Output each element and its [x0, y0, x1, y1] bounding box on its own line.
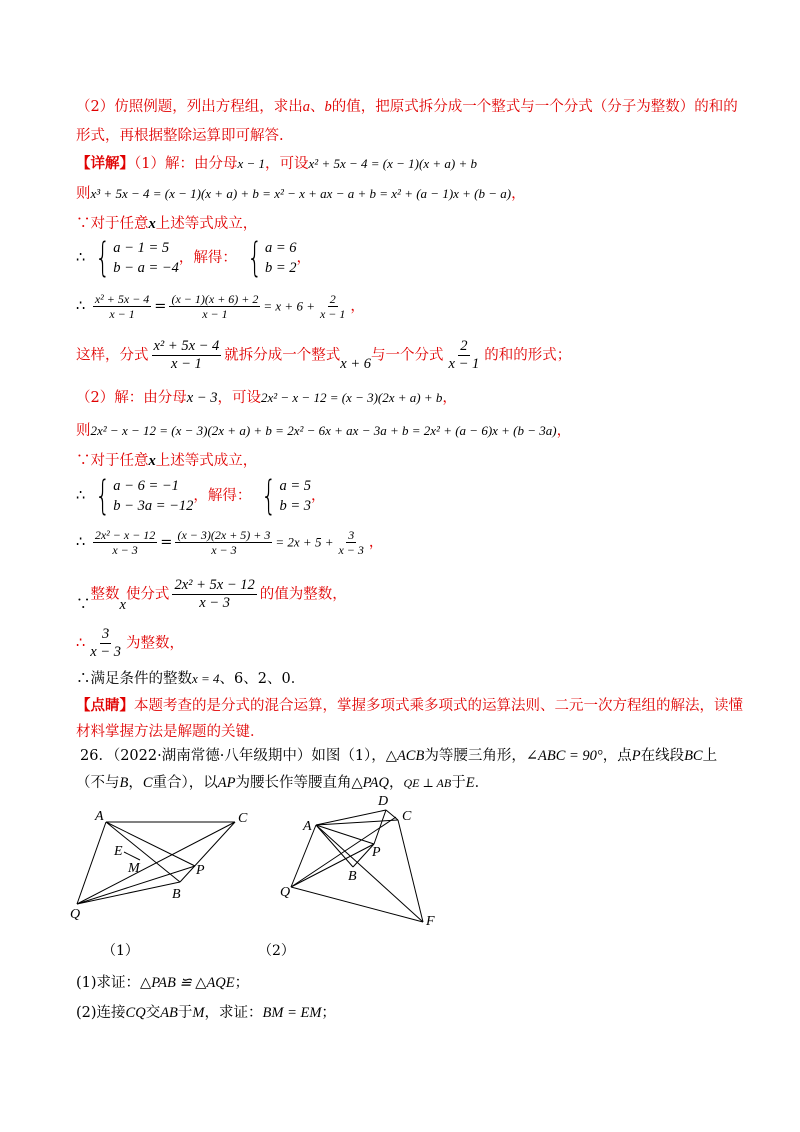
math: △ACB — [385, 748, 425, 764]
math: x² + 5x − 4 = (x − 1)(x + a) + b — [308, 156, 477, 171]
expand-line-1 — [76, 184, 526, 204]
text: （不与 — [76, 775, 120, 791]
eq: a − 6 = −1 — [113, 478, 179, 494]
denominator: x − 3 — [112, 543, 138, 557]
comment-line-2: 材料掌握方法是解题的关键． — [76, 724, 265, 740]
text: ， — [368, 534, 384, 551]
math: ∠ABC = 90° — [525, 748, 603, 764]
text: ； — [321, 1005, 336, 1021]
text: 使分式 — [125, 586, 170, 603]
numerator: x² + 5x − 4 — [94, 292, 150, 306]
math: x = 4 — [192, 671, 220, 686]
text: ∵对于任意 — [76, 453, 149, 469]
fraction — [152, 338, 222, 373]
numerator: 2 — [460, 338, 468, 354]
text: ，点 — [602, 748, 632, 764]
numerator: (x − 1)(x + 6) + 2 — [171, 292, 259, 306]
denominator: x − 1 — [319, 307, 346, 321]
question-26-line-2 — [76, 773, 489, 793]
numerator: 2 — [329, 292, 336, 306]
math: = x + 6 + — [263, 298, 315, 314]
math: M — [192, 1005, 205, 1021]
subquestion-1 — [76, 973, 249, 993]
solution-system: { a = 5 b = 3 — [261, 473, 312, 519]
therefore: ∴ — [76, 534, 86, 551]
therefore: ∴ — [76, 298, 86, 315]
eq: b − 3a = −12 — [113, 498, 194, 514]
text: ， — [556, 423, 572, 439]
equation-system: { a − 1 = 5 b − a = −4 — [94, 235, 179, 281]
var-a: a — [302, 99, 310, 115]
denominator: x − 3 — [199, 595, 230, 611]
text: ， — [442, 390, 457, 406]
figure-2-caption: （2） — [258, 943, 295, 959]
equation-system: { a − 6 = −1 b − 3a = −12 — [94, 473, 194, 519]
math: E — [465, 775, 475, 791]
numerator: 2x² − x − 12 — [94, 528, 156, 542]
therefore: ∴ — [76, 250, 86, 266]
text: ，可设 — [265, 156, 309, 172]
numerator: 2x² + 5x − 12 — [174, 577, 255, 593]
denominator: x − 1 — [109, 307, 135, 321]
text: ． — [474, 775, 490, 791]
label: E — [114, 844, 123, 859]
text: 整数 — [90, 586, 120, 603]
label: A — [95, 809, 104, 824]
fraction — [169, 292, 260, 321]
math: 2x² − x − 12 = (x − 3)(2x + a) + b — [260, 390, 443, 405]
var-b: b — [324, 99, 332, 115]
math: x − 1 — [237, 156, 266, 171]
numerator: 3 — [101, 626, 110, 642]
text: （2）解：由分母 — [76, 390, 187, 406]
expand-line-2 — [76, 421, 571, 441]
label: D — [378, 794, 389, 809]
solution-system: { a = 6 b = 2 — [246, 235, 297, 281]
fraction — [88, 626, 123, 661]
conclusion-line-1 — [76, 338, 571, 373]
math: BM = EM — [262, 1005, 322, 1021]
denominator: x − 3 — [338, 543, 364, 557]
system-line-2 — [76, 473, 326, 519]
fraction-line-1 — [76, 292, 365, 321]
text: ∵对于任意 — [76, 216, 149, 232]
therefore: ∴ — [76, 488, 86, 504]
label: C — [238, 811, 248, 826]
denominator: x − 1 — [202, 307, 228, 321]
text: 为整数， — [125, 635, 184, 652]
math: 2x² − x − 12 = (x − 3)(2x + a) + b = 2x² − 6x + ax − 3a + b = 2x² + (a − 6)x + (b − 3a) — [90, 423, 557, 438]
var-x: x — [148, 216, 156, 232]
system-line-1 — [76, 235, 312, 281]
eq: a = 6 — [264, 240, 297, 256]
label: B — [172, 887, 181, 902]
text: ，解得： — [178, 250, 237, 266]
text: （1）解：由分母 — [134, 156, 238, 172]
denominator: x − 1 — [448, 356, 480, 372]
text: 的和的形式； — [484, 347, 572, 364]
label: P — [372, 845, 381, 860]
eq: b = 3 — [279, 498, 312, 514]
text: 上述等式成立， — [155, 453, 258, 469]
text: ， — [311, 488, 326, 504]
denominator: x − 3 — [211, 543, 237, 557]
solution-part2-line — [76, 388, 457, 408]
text: 本题考查的是分式的混合运算，掌握多项式乘多项式的运算法则、二元一次方程组的解法，读懂 — [134, 698, 743, 714]
eq: a − 1 = 5 — [113, 240, 170, 256]
text: ，可设 — [217, 390, 261, 406]
text: 的值，把原式拆分成一个整式与一个分式（分子为整数）的和的 — [331, 99, 738, 115]
text: 则 — [76, 423, 91, 439]
because: ∵ — [76, 596, 91, 613]
math: △PAQ — [351, 775, 389, 791]
text: 于 — [451, 775, 466, 791]
denominator: x − 3 — [90, 644, 121, 660]
subquestion-2 — [76, 1003, 336, 1023]
label: A — [303, 819, 312, 834]
var-x: x — [148, 453, 156, 469]
denominator: x − 1 — [171, 356, 202, 372]
label: F — [426, 914, 435, 929]
comment-tag: 【点睛】 — [76, 697, 134, 714]
math: = 2x + 5 + — [275, 534, 334, 550]
label: M — [128, 861, 140, 876]
question-26-line-1 — [80, 746, 717, 766]
text: 的值为整数， — [259, 586, 347, 603]
text: ， — [388, 775, 404, 791]
text: 、 — [309, 99, 325, 115]
text: (2)连接 — [76, 1005, 126, 1021]
condition-line-1 — [76, 214, 257, 234]
geometry-figure-2 — [278, 792, 448, 932]
text: 这样，分式 — [76, 347, 149, 364]
math: x + 6 — [340, 355, 372, 372]
fraction — [93, 528, 157, 557]
math: QE ⊥ AB — [403, 776, 452, 790]
text: 26．（2022·湖南常德·八年级期中）如图（1）， — [80, 748, 386, 764]
eq: b = 2 — [264, 260, 297, 276]
text: 、6、2、0． — [219, 671, 306, 687]
label: Q — [280, 885, 291, 900]
var-x: x — [119, 596, 126, 613]
math: BC — [684, 748, 703, 764]
eq: = — [154, 298, 167, 315]
comment-line-1 — [76, 696, 743, 716]
math: x³ + 5x − 4 = (x − 1)(x + a) + b = x² − x + ax − a + b = x² + (a − 1)x + (b − a) — [90, 186, 512, 201]
text: 为腰长作等腰直角 — [235, 775, 352, 791]
text: ∴满足条件的整数 — [76, 671, 192, 687]
label: P — [196, 863, 205, 878]
text: ，求证： — [204, 1005, 263, 1021]
text: 交 — [145, 1005, 161, 1021]
analysis-line-1 — [76, 97, 738, 117]
detail-tag: 【详解】 — [76, 155, 134, 172]
fraction-line-2 — [76, 528, 383, 557]
text: ， — [128, 775, 143, 791]
text: (1)求证： — [76, 975, 141, 991]
fraction — [175, 528, 272, 557]
math: B — [119, 775, 129, 791]
eq: = — [160, 534, 173, 551]
integer-fraction-line — [76, 626, 184, 661]
text: 在线段 — [640, 748, 685, 764]
numerator: 3 — [348, 528, 355, 542]
answer-line — [76, 669, 305, 689]
condition-line-2 — [76, 451, 257, 471]
eq: a = 5 — [279, 478, 312, 494]
math: AB — [160, 1005, 178, 1021]
numerator: x² + 5x − 4 — [153, 338, 220, 354]
eq: b − a = −4 — [113, 260, 179, 276]
math: CQ — [125, 1005, 146, 1021]
math: △PAB ≌ △AQE — [140, 975, 235, 991]
text: 为等腰三角形， — [424, 748, 526, 764]
fraction — [447, 338, 482, 373]
fraction — [318, 292, 347, 321]
text: ，解得： — [193, 488, 252, 504]
text: ， — [296, 250, 312, 266]
numerator: (x − 3)(2x + 5) + 3 — [177, 528, 271, 542]
fraction — [336, 528, 365, 557]
solution-header-line — [76, 154, 477, 174]
math: x − 3 — [186, 390, 218, 406]
text: 上述等式成立， — [155, 216, 258, 232]
text: 则 — [76, 186, 91, 202]
text: ， — [511, 186, 526, 202]
text: 与一个分式 — [371, 347, 444, 364]
math: C — [142, 775, 153, 791]
figure-1-caption: （1） — [102, 943, 139, 959]
fraction — [172, 577, 256, 612]
text: ， — [350, 298, 365, 315]
math: P — [631, 748, 641, 764]
math: AP — [217, 775, 236, 791]
geometry-figure-1 — [60, 800, 260, 920]
therefore: ∴ — [76, 635, 86, 652]
label: B — [348, 869, 357, 884]
fraction — [93, 292, 151, 321]
label: Q — [70, 907, 81, 920]
text: ； — [234, 975, 250, 991]
text: 于 — [177, 1005, 193, 1021]
text: （2）仿照例题，列出方程组，求出 — [76, 99, 303, 115]
text: 重合），以 — [152, 775, 218, 791]
label: C — [402, 809, 412, 824]
text: 就拆分成一个整式 — [224, 347, 341, 364]
text: 上 — [702, 748, 718, 764]
analysis-line-2: 形式，再根据整除运算即可解答. — [76, 128, 284, 144]
integer-condition-line — [76, 577, 347, 612]
